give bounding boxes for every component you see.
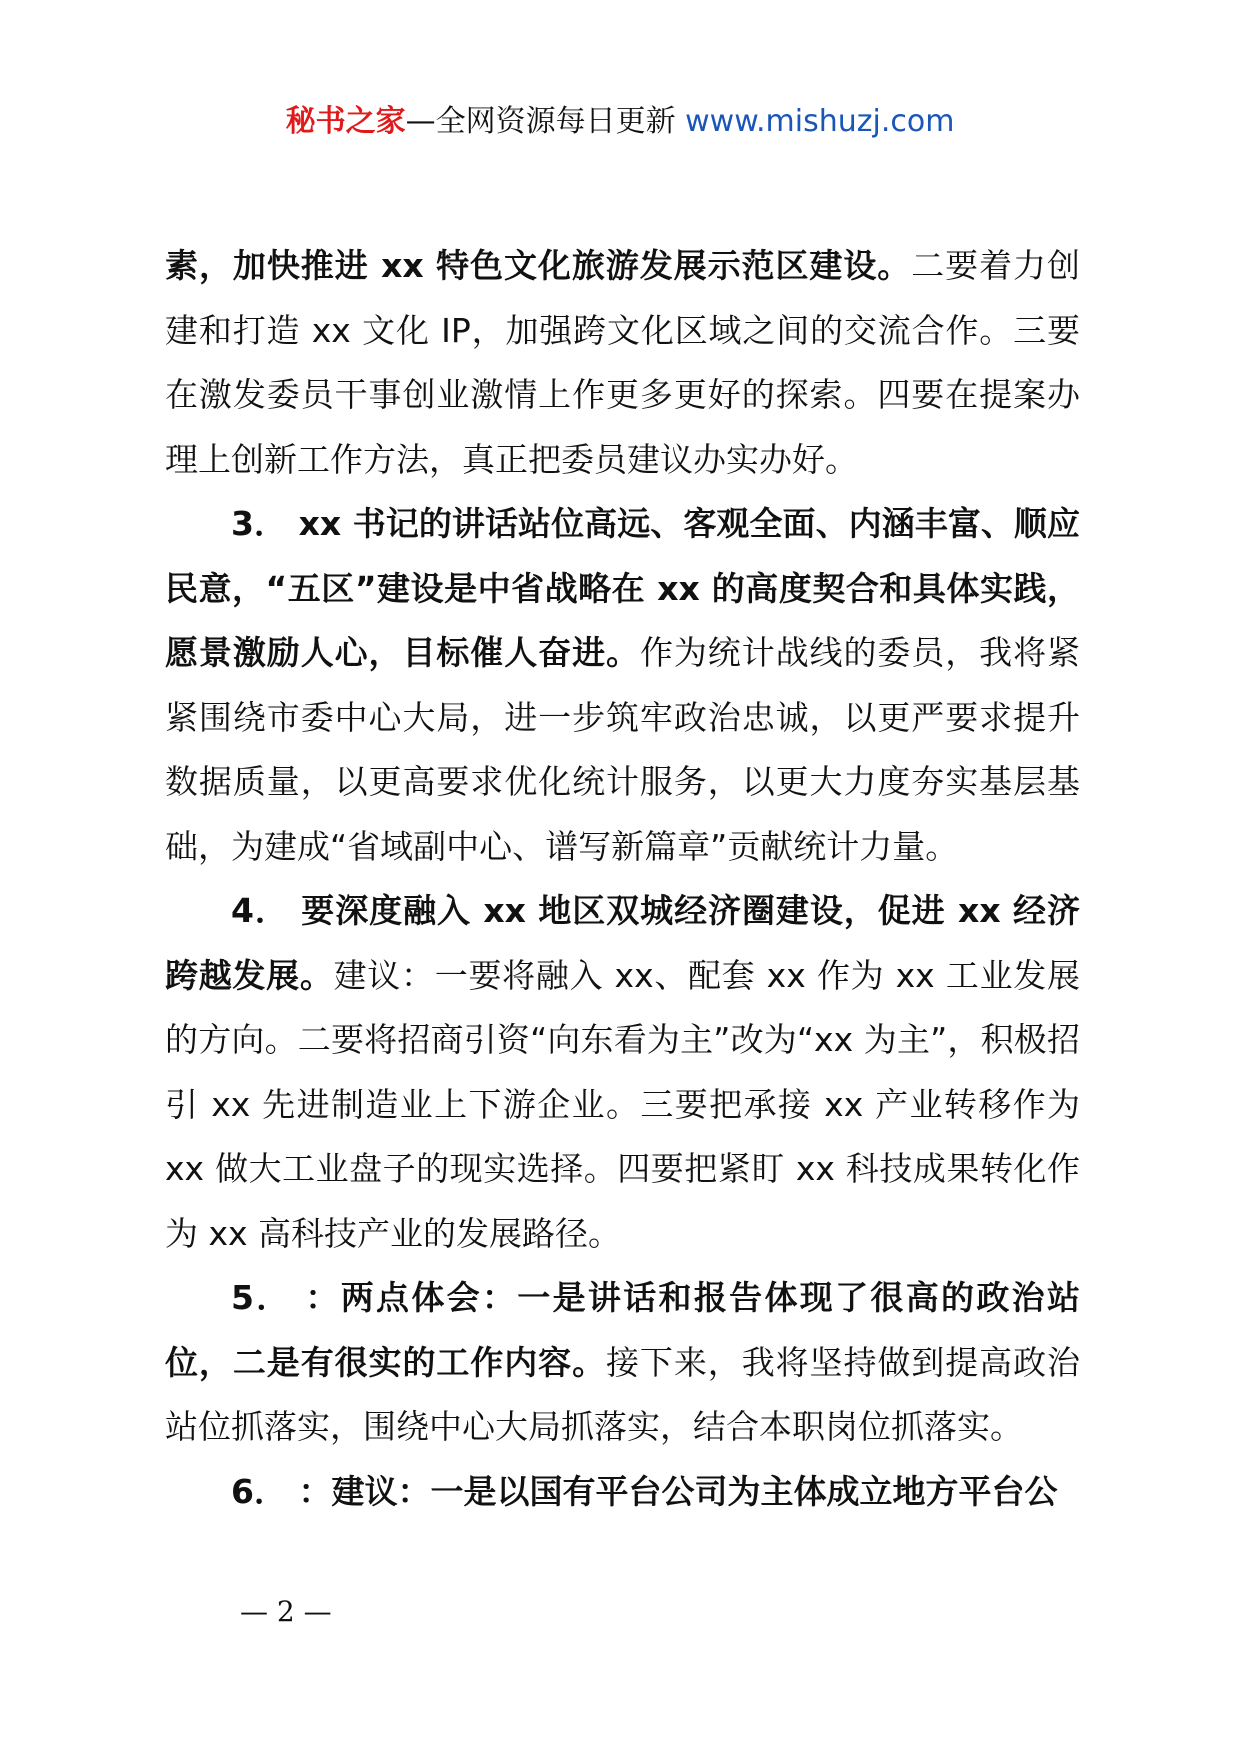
- paragraph-lead-bold: 3． xx 书记的讲话站位高远、客观全面、内涵丰富、顺应民意，“五区”建设是中省战略在 xx 的高度契合和具体实践，愿景激励人心，目标催人奋进。: [165, 504, 1080, 672]
- paragraph-lead-bold: 素，加快推进 xx 特色文化旅游发展示范区建设。: [165, 246, 912, 285]
- paragraph-item-4: [165, 879, 1080, 1266]
- paragraph-text: 接下来，我将坚持做到提高政治站位抓落实，围绕中心大局抓落实，结合本职岗位抓落实。: [165, 1342, 1081, 1446]
- paragraph-item-5: [165, 1266, 1080, 1460]
- website-link[interactable]: www.mishuzj.com: [685, 104, 955, 139]
- paragraph-lead-bold: 4． 要深度融入 xx 地区双城经济圈建设，促进 xx 经济跨越发展。: [165, 891, 1080, 995]
- page-number: — 2 —: [240, 1595, 332, 1628]
- paragraph-lead-bold: 6． ：建议：一是以国有平台公司为主体成立地方平台公: [231, 1471, 1058, 1511]
- paragraph-lead-bold: 5． ：两点体会：一是讲话和报告体现了很高的政治站位，二是有很实的工作内容。: [165, 1278, 1080, 1382]
- paragraph-text: 二要着力创建和打造 xx 文化 IP，加强跨文化区域之间的交流合作。三要在激发委员干事创业激情上作更多更好的探索。四要在提案办理上创新工作方法，真正把委员建议办实办好。: [165, 246, 1080, 479]
- document-body: [165, 234, 1080, 1524]
- page-header: [0, 100, 1240, 144]
- paragraph-continuation: [165, 234, 1080, 492]
- paragraph-item-6: [165, 1460, 1080, 1525]
- header-tagline: —全网资源每日更新: [405, 104, 676, 139]
- brand-name: 秘书之家: [285, 104, 406, 139]
- paragraph-text: 建议：一要将融入 xx、配套 xx 作为 xx 工业发展的方向。二要将招商引资“向东看为主”改为“xx 为主”，积极招引 xx 先进制造业上下游企业。三要把承接 xx 产业转移作为 xx 做大工业盘子的现实选择。四要把紧盯 xx 科技成果转化作为 xx 高科技产业的发展路径。: [165, 955, 1081, 1253]
- paragraph-text: 作为统计战线的委员，我将紧紧围绕市委中心大局，进一步筑牢政治忠诚，以更严要求提升数据质量，以更高要求优化统计服务，以更大力度夯实基层基础，为建成“省域副中心、谱写新篇章”贡献统计力量。: [165, 633, 1081, 866]
- paragraph-item-3: [165, 492, 1080, 879]
